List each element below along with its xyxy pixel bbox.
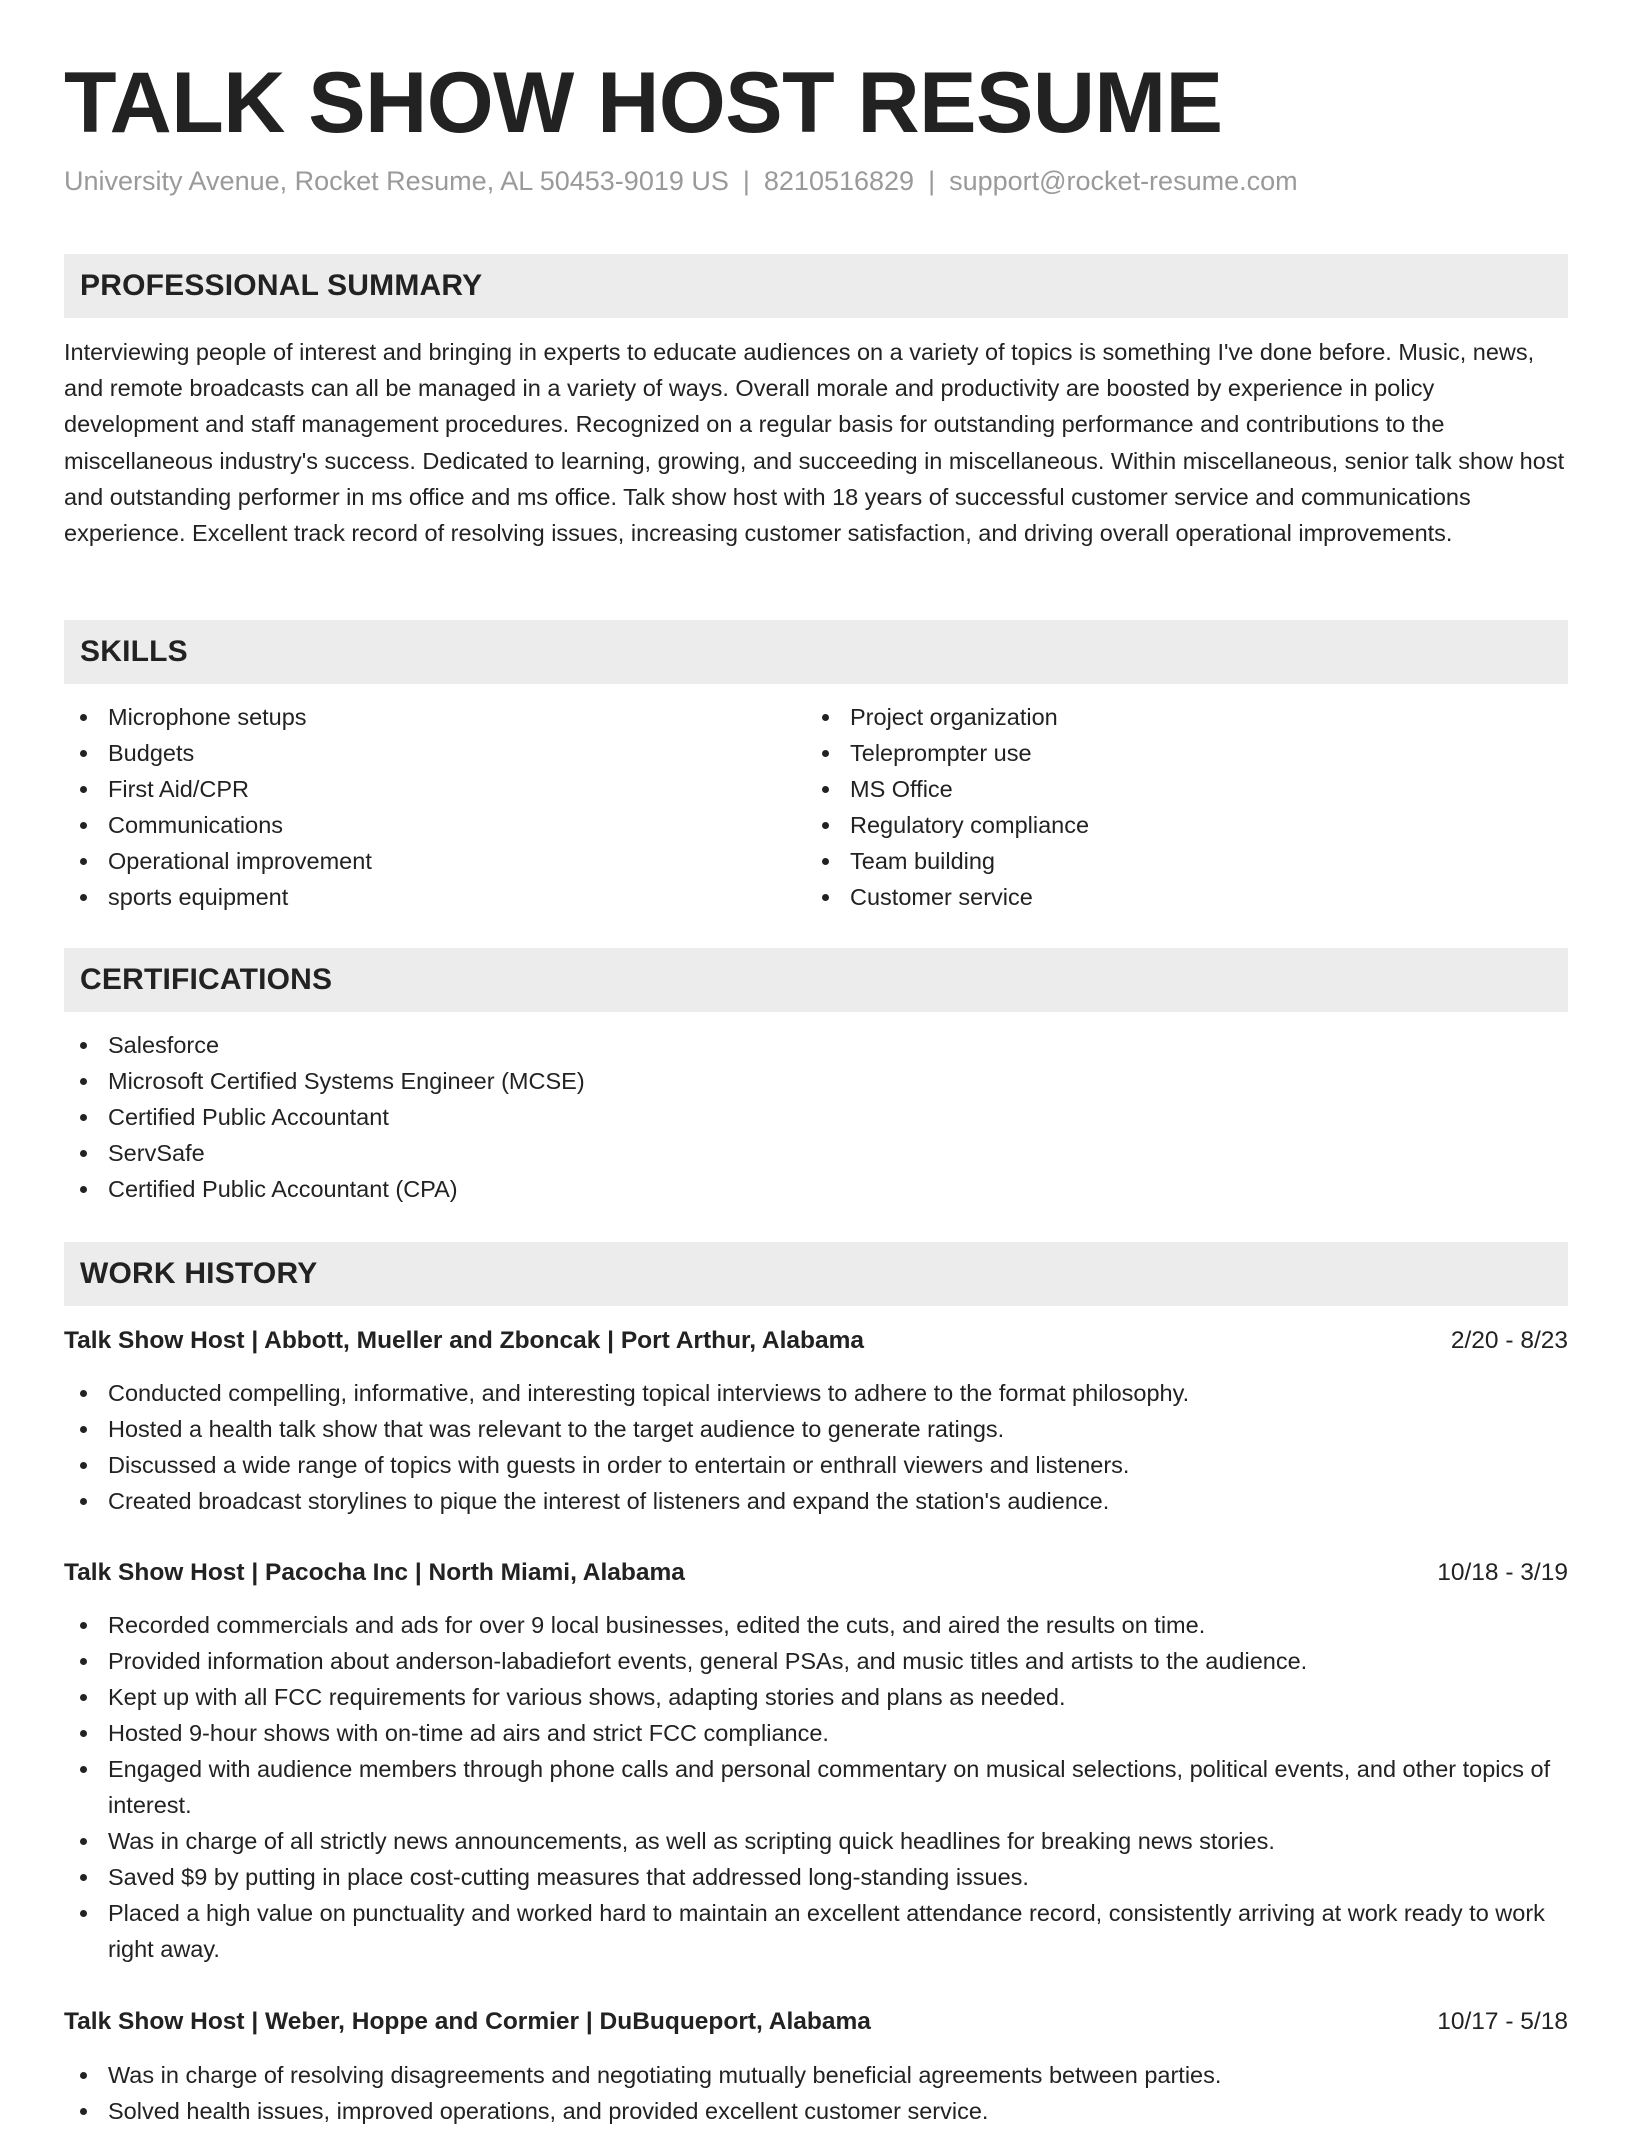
list-item: Solved health issues, improved operations, and provided excellent customer service. xyxy=(64,2093,1568,2129)
list-item: ServSafe xyxy=(64,1135,1568,1171)
section-heading-work-history: WORK HISTORY xyxy=(64,1242,1568,1306)
skills-list-right xyxy=(806,699,1546,915)
list-item: Microphone setups xyxy=(64,699,804,735)
list-item: Customer service xyxy=(806,879,1546,915)
list-item: Was in charge of all strictly news announcements, as well as scripting quick headlines for breaking news stories. xyxy=(64,1823,1568,1859)
section-heading-skills: SKILLS xyxy=(64,620,1568,684)
resume-title: TALK SHOW HOST RESUME xyxy=(64,55,1223,151)
list-item: Communications xyxy=(64,807,804,843)
list-item: MS Office xyxy=(806,771,1546,807)
job-dates: 10/17 - 5/18 xyxy=(1437,2008,1568,2035)
list-item: Team building xyxy=(806,843,1546,879)
list-item: Regulatory compliance xyxy=(806,807,1546,843)
contact-phone: 8210516829 xyxy=(763,166,915,196)
job-dates: 2/20 - 8/23 xyxy=(1450,1327,1568,1354)
list-item: Created broadcast storylines to pique the interest of listeners and expand the station's audience. xyxy=(64,1483,1568,1519)
job-bullets xyxy=(64,2057,1568,2129)
list-item: Hosted 9-hour shows with on-time ad airs and strict FCC compliance. xyxy=(64,1715,1568,1751)
job-header xyxy=(64,1323,1568,1359)
list-item: Conducted compelling, informative, and interesting topical interviews to adhere to the format philosophy. xyxy=(64,1375,1568,1411)
list-item: Certified Public Accountant xyxy=(64,1099,1568,1135)
skills-list-left xyxy=(64,699,804,915)
job-title: Talk Show Host | Pacocha Inc | North Miami, Alabama xyxy=(64,1559,685,1586)
certifications-list xyxy=(64,1027,1568,1207)
job-bullets xyxy=(64,1375,1568,1519)
job-header xyxy=(64,2004,1568,2040)
contact-separator: | xyxy=(742,166,750,196)
list-item: Placed a high value on punctuality and worked hard to maintain an excellent attendance record, consistently arriving at work ready to work right away. xyxy=(64,1895,1568,1967)
job-title: Talk Show Host | Weber, Hoppe and Cormier | DuBuqueport, Alabama xyxy=(64,2008,871,2035)
list-item: Project organization xyxy=(806,699,1546,735)
contact-line xyxy=(64,166,1298,197)
list-item: Microsoft Certified Systems Engineer (MCSE) xyxy=(64,1063,1568,1099)
section-heading-certifications: CERTIFICATIONS xyxy=(64,948,1568,1012)
list-item: Kept up with all FCC requirements for various shows, adapting stories and plans as needed. xyxy=(64,1679,1568,1715)
job-dates: 10/18 - 3/19 xyxy=(1437,1559,1568,1586)
job-header xyxy=(64,1555,1568,1591)
list-item: Teleprompter use xyxy=(806,735,1546,771)
job-title: Talk Show Host | Abbott, Mueller and Zboncak | Port Arthur, Alabama xyxy=(64,1327,865,1354)
list-item: Budgets xyxy=(64,735,804,771)
contact-email: support@rocket-resume.com xyxy=(949,166,1298,196)
summary-text: Interviewing people of interest and bringing in experts to educate audiences on a variety of topics is something I've done before. Music, news, and remote broadcasts can all be managed in a variety of ways. Overall morale and productivity are boosted by experience in policy development and staff management procedures. Recognized on a regular basis for outstanding performance and contributions to the miscellaneous industry's success. Dedicated to learning, growing, and succeeding in miscellaneous. Within miscellaneous, senior talk show host and outstanding performer in ms office and ms office. Talk show host with 18 years of successful customer service and communications experience. Excellent track record of resolving issues, increasing customer satisfaction, and driving overall operational improvements. xyxy=(64,339,1565,547)
contact-address: University Avenue, Rocket Resume, AL 50453-9019 US xyxy=(64,166,729,196)
list-item: Was in charge of resolving disagreements and negotiating mutually beneficial agreements between parties. xyxy=(64,2057,1568,2093)
section-heading-summary: PROFESSIONAL SUMMARY xyxy=(64,254,1568,318)
list-item: Saved $9 by putting in place cost-cutting measures that addressed long-standing issues. xyxy=(64,1859,1568,1895)
list-item: Operational improvement xyxy=(64,843,804,879)
list-item: Engaged with audience members through phone calls and personal commentary on musical selections, political events, and other topics of interest. xyxy=(64,1751,1568,1823)
list-item: First Aid/CPR xyxy=(64,771,804,807)
list-item: Recorded commercials and ads for over 9 local businesses, edited the cuts, and aired the results on time. xyxy=(64,1607,1568,1643)
job-bullets xyxy=(64,1607,1568,1967)
contact-separator: | xyxy=(928,166,936,196)
list-item: Provided information about anderson-labadiefort events, general PSAs, and music titles and artists to the audience. xyxy=(64,1643,1568,1679)
list-item: Salesforce xyxy=(64,1027,1568,1063)
list-item: sports equipment xyxy=(64,879,804,915)
list-item: Certified Public Accountant (CPA) xyxy=(64,1171,1568,1207)
list-item: Discussed a wide range of topics with guests in order to entertain or enthrall viewers and listeners. xyxy=(64,1447,1568,1483)
list-item: Hosted a health talk show that was relevant to the target audience to generate ratings. xyxy=(64,1411,1568,1447)
